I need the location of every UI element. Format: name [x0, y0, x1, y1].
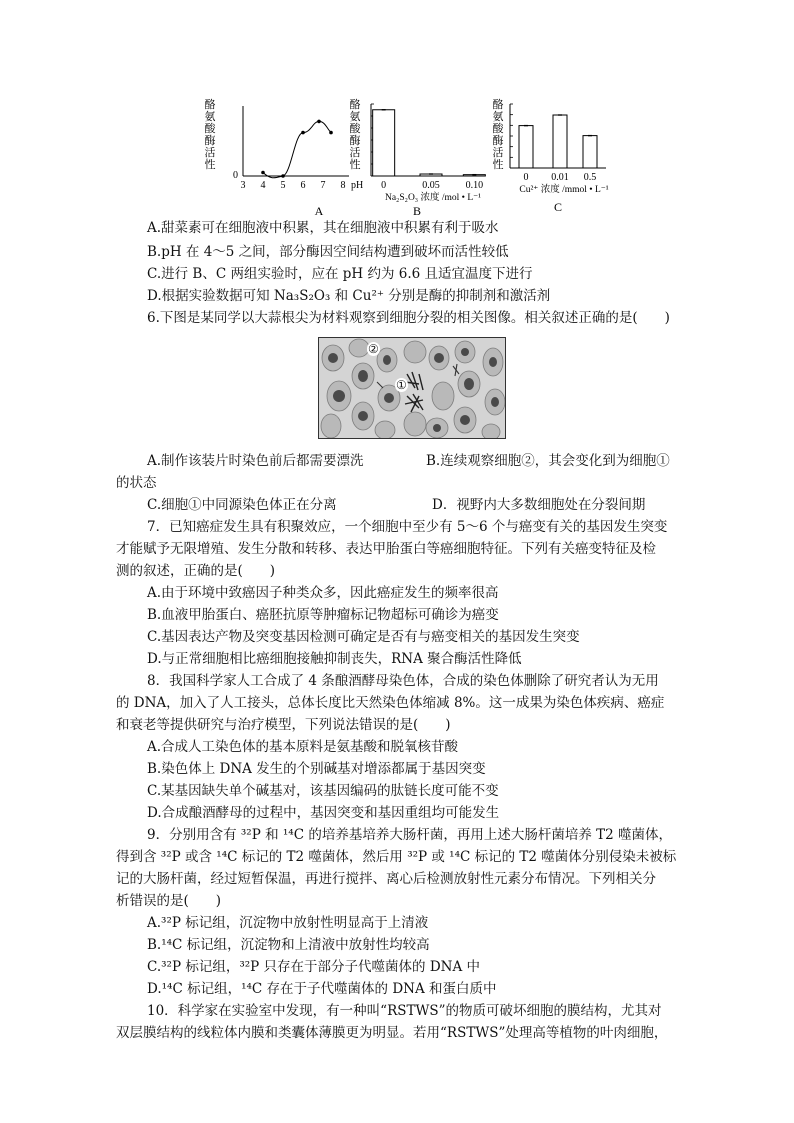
y-axis-label-char: 酪	[349, 99, 361, 111]
data-point	[281, 174, 285, 178]
q6-option-b: B.连续观察细胞②，其会变化到为细胞①	[426, 453, 670, 469]
q6-option-a: A.制作该装片时染色前后都需要漂洗	[147, 453, 364, 469]
chart-c-svg	[488, 98, 628, 218]
chart-b-svg	[345, 98, 495, 218]
q8-option-a: A.合成人工染色体的基本原料是氨基酸和脱氧核苷酸	[147, 739, 459, 755]
panel-label: B	[412, 204, 422, 218]
x-tick-label: 0.10	[465, 180, 484, 191]
x-tick-label: 6	[300, 180, 306, 191]
x-tick-label: 0.5	[583, 172, 597, 183]
q7-stem-line2: 才能赋予无限增殖、发生分散和转移、表达甲胎蛋白等癌细胞特征。下列有关癌变特征及检	[116, 541, 656, 557]
y-axis-label-char: 氨	[204, 111, 216, 123]
q5-option-b: B.pH 在 4～5 之间，部分酶因空间结构遭到破坏而活性较低	[147, 244, 509, 260]
q9-option-b: B.¹⁴C 标记组，沉淀物和上清液中放射性均较高	[147, 937, 430, 953]
y-axis-label-char: 活	[349, 147, 361, 159]
bar	[583, 136, 597, 168]
y-axis-label-char: 酶	[492, 135, 504, 147]
q8-stem-line2: 的 DNA，加入了人工接头，总体长度比天然染色体缩减 8%。这一成果为染色体疾病、癌症	[116, 695, 665, 711]
y-axis-label-char: 酸	[349, 123, 361, 135]
q5-option-c: C.进行 B、C 两组实验时，应在 pH 约为 6.6 且适宜温度下进行	[147, 266, 533, 282]
q7-stem-line3: 测的叙述，正确的是( )	[116, 563, 276, 579]
panel-label: A	[314, 204, 324, 218]
y-axis-label-char: 性	[492, 159, 504, 171]
micrograph-image	[319, 338, 505, 438]
series-line	[263, 121, 331, 177]
chart-b	[345, 98, 495, 218]
x-tick-label: 0.01	[551, 172, 569, 183]
q7-option-a: A.由于环境中致癌因子种类众多，因此癌症发生的频率很高	[147, 585, 499, 601]
x-tick-label: 8	[340, 180, 346, 191]
data-point	[261, 171, 265, 175]
q9-stem-line3: 记的大肠杆菌，经过短暂保温，再进行搅拌、离心后检测放射性元素分布情况。下列相关分	[116, 871, 656, 887]
q7-stem-line1: 7．已知癌症发生具有积聚效应，一个细胞中至少有 5～6 个与癌变有关的基因发生突变	[147, 519, 668, 535]
q5-option-a: A.甜菜素可在细胞液中积累，其在细胞液中积累有利于吸水	[147, 220, 499, 236]
x-axis-label: pH	[351, 180, 364, 191]
x-tick-label: 7	[320, 180, 326, 191]
q9-option-d: D.¹⁴C 标记组，¹⁴C 存在于子代噬菌体的 DNA 和蛋白质中	[147, 981, 497, 997]
x-tick-label: 0.05	[422, 180, 440, 191]
x-tick-label: 4	[260, 180, 266, 191]
y-axis-label-char: 氨	[349, 111, 361, 123]
q10-stem-line1: 10．科学家在实验室中发现，有一种叫“RSTWS”的物质可破坏细胞的膜结构，尤其对	[147, 1003, 662, 1019]
cell-2-marker: ②	[368, 342, 379, 356]
q6-option-d: D．视野内大多数细胞处在分裂间期	[432, 497, 646, 513]
y-axis-label-char: 酪	[204, 99, 216, 111]
data-point	[317, 120, 321, 124]
chart-a	[198, 98, 368, 218]
q9-option-c: C.³²P 标记组，³²P 只存在于部分子代噬菌体的 DNA 中	[147, 959, 481, 975]
y-axis-label-char: 活	[492, 147, 504, 159]
data-point	[301, 131, 305, 135]
y-axis-label-char: 酸	[204, 123, 216, 135]
y-axis-label-char: 酸	[492, 123, 504, 135]
y-axis-label-char: 酪	[492, 99, 504, 111]
q9-option-a: A.³²P 标记组，沉淀物中放射性明显高于上清液	[147, 915, 429, 931]
y-axis-label-char: 性	[204, 159, 216, 171]
y-axis-label-char: 酶	[204, 135, 216, 147]
q5-option-d: D.根据实验数据可知 Na₃S₂O₃ 和 Cu²⁺ 分别是酶的抑制剂和激活剂	[147, 288, 551, 304]
y-axis-label-char: 活	[204, 147, 216, 159]
y-axis-label-char: 氨	[492, 111, 504, 123]
q8-option-c: C.某基因缺失单个碱基对，该基因编码的肽链长度可能不变	[147, 783, 499, 799]
x-axis-label: Cu²⁺ 浓度 /mmol • L⁻¹	[519, 185, 609, 195]
q7-option-c: C.基因表达产物及突变基因检测可确定是否有与癌变相关的基因发生突变	[147, 629, 580, 645]
q10-stem-line2: 双层膜结构的线粒体内膜和类囊体薄膜更为明显。若用“RSTWS”处理高等植物的叶肉细胞，	[116, 1025, 668, 1041]
q8-option-b: B.染色体上 DNA 发生的个别碱基对增添都属于基因突变	[147, 761, 486, 777]
x-tick-label: 0	[381, 180, 387, 191]
chart-c	[488, 98, 628, 218]
y-tick-label: 0	[233, 170, 238, 181]
x-tick-label: 3	[240, 180, 246, 191]
q7-option-d: D.与正常细胞相比癌细胞接触抑制丧失，RNA 聚合酶活性降低	[147, 651, 522, 667]
q8-stem-line1: 8．我国科学家人工合成了 4 条酿酒酵母染色体，合成的染色体删除了研究者认为无用	[147, 673, 659, 689]
chart-a-svg	[198, 98, 368, 218]
y-axis-label-char: 性	[349, 159, 361, 171]
cell-1-marker: ①	[396, 378, 407, 392]
x-axis-label: Na₂S₂O₃ 浓度 /mol • L⁻¹	[384, 193, 482, 203]
q9-stem-line2: 得到含 ³²P 或含 ¹⁴C 标记的 T2 噬菌体，然后用 ³²P 或 ¹⁴C 标记的 T2 噬菌体分别侵染未被标	[116, 849, 677, 865]
data-point	[329, 131, 333, 135]
bar	[373, 110, 395, 176]
q6-stem: 6.下图是某同学以大蒜根尖为材料观察到细胞分裂的相关图像。相关叙述正确的是( )	[147, 310, 670, 326]
q9-stem-line4: 析错误的是( )	[116, 893, 222, 909]
q6-option-b-cont: 的状态	[116, 475, 157, 491]
q6-option-c: C.细胞①中同源染色体正在分离	[147, 497, 337, 513]
bar	[519, 126, 533, 168]
bar	[553, 115, 567, 168]
y-axis-label-char: 酶	[349, 135, 361, 147]
q8-stem-line3: 和衰老等提供研究与治疗模型，下列说法错误的是( )	[116, 717, 451, 733]
panel-label: C	[553, 200, 563, 214]
q9-stem-line1: 9．分别用含有 ³²P 和 ¹⁴C 的培养基培养大肠杆菌，再用上述大肠杆菌培养 T2 噬菌体，	[147, 827, 672, 843]
micrograph-root-tip-cells	[318, 337, 506, 439]
q8-option-d: D.合成酿酒酵母的过程中，基因突变和基因重组均可能发生	[147, 805, 500, 821]
x-tick-label: 0	[523, 172, 529, 183]
x-tick-label: 5	[280, 180, 286, 191]
q7-option-b: B.血液甲胎蛋白、癌胚抗原等肿瘤标记物超标可确诊为癌变	[147, 607, 499, 623]
